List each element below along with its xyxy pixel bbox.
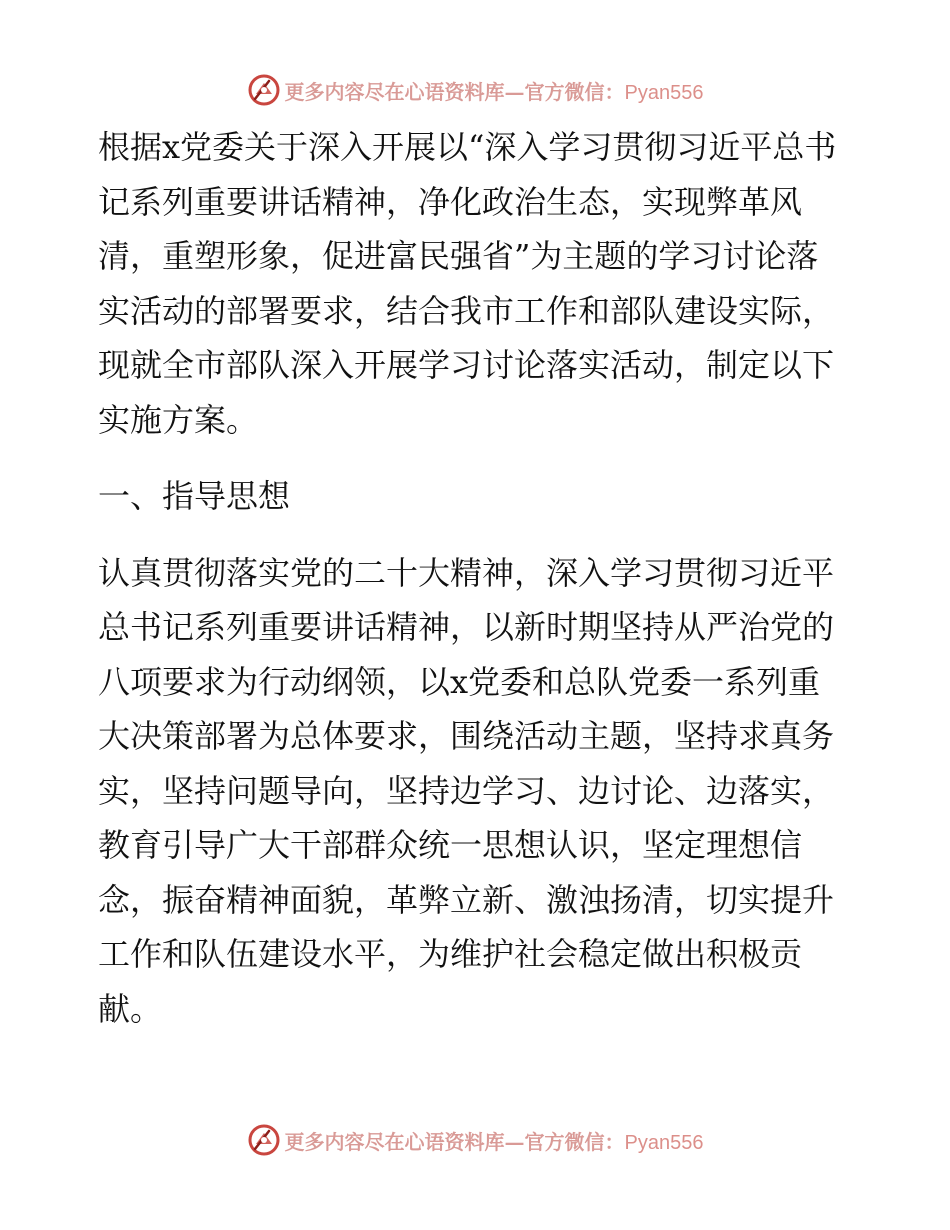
red-book-pen-logo-icon bbox=[247, 73, 281, 107]
wechat-id: Pyan556 bbox=[624, 1131, 704, 1154]
footer-watermark-banner bbox=[0, 1120, 950, 1160]
guiding-ideology-paragraph: 认真贯彻落实党的二十大精神，深入学习贯彻习近平总书记系列重要讲话精神，以新时期坚持从严治党的八项要求为行动纲领，以x党委和总队党委一系列重大决策部署为总体要求，围绕活动主题，坚持求真务实，坚持问题导向，坚持边学习、边讨论、边落实，教育引导广大干部群众统一思想认识，坚定理想信念，振奋精神面貌，革弊立新、激浊扬清，切实提升工作和队伍建设水平，为维护社会稳定做出积极贡献。 bbox=[98, 553, 835, 1028]
section-heading-guiding-ideology: 一、指导思想 bbox=[98, 477, 291, 515]
banner-text: 更多内容尽在心语资料库—官方微信：Pyan556 bbox=[284, 79, 704, 104]
header-watermark-banner bbox=[0, 70, 950, 110]
wechat-id: Pyan556 bbox=[624, 81, 704, 104]
intro-paragraph: 根据x党委关于深入开展以“深入学习贯彻习近平总书记系列重要讲话精神，净化政治生态，实现弊革风清，重塑形象，促进富民强省”为主题的学习讨论落实活动的部署要求，结合我市工作和部队建设实际，现就全市部队深入开展学习讨论落实活动，制定以下实施方案。 bbox=[98, 128, 837, 439]
banner-text: 更多内容尽在心语资料库—官方微信：Pyan556 bbox=[284, 1129, 704, 1154]
document-body bbox=[98, 120, 850, 1036]
red-book-pen-logo-icon bbox=[247, 1123, 281, 1157]
